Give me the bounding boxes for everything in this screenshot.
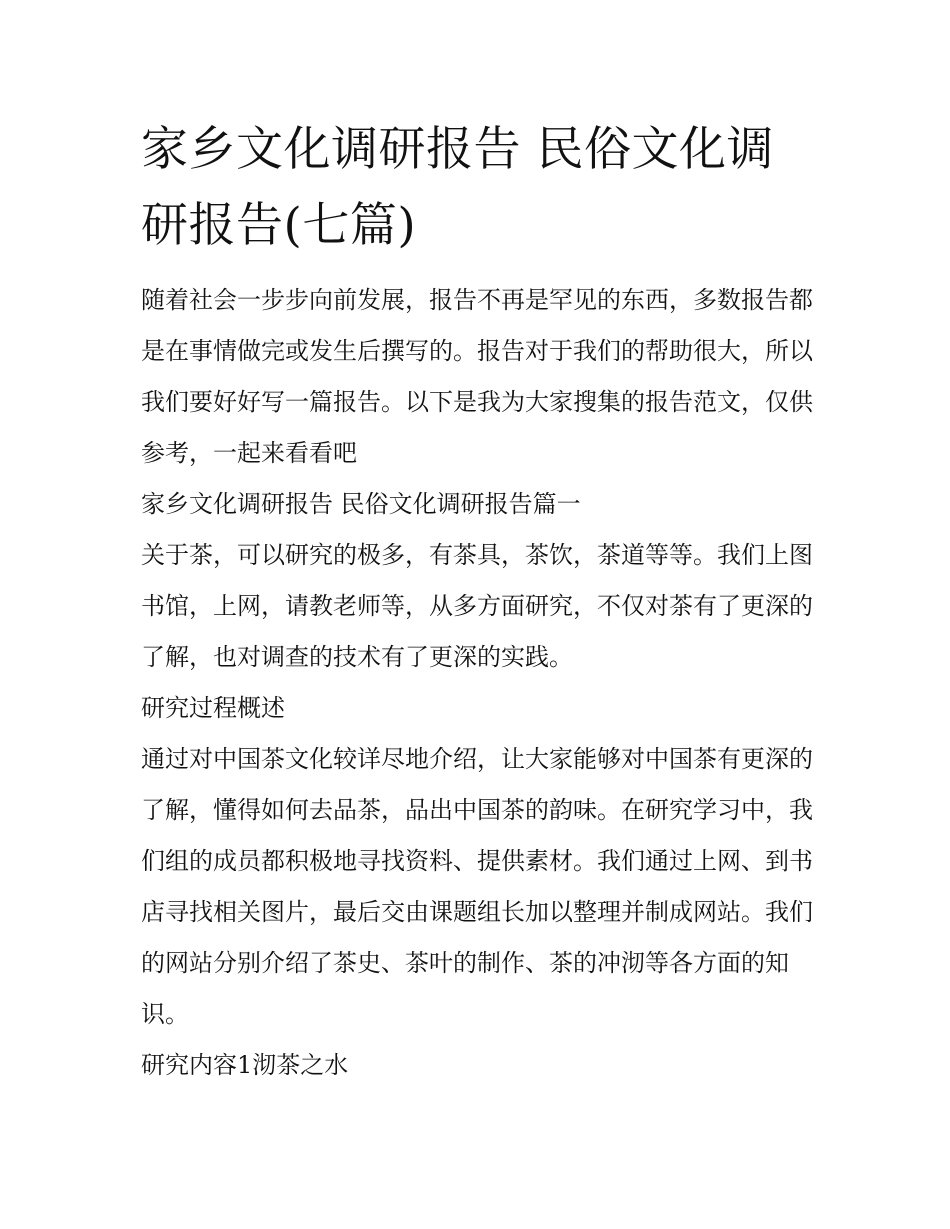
process-paragraph: 通过对中国茶文化较详尽地介绍，让大家能够对中国茶有更深的了解，懂得如何去品茶，品出中国茶的韵味。在研究学习中，我们组的成员都积极地寻找资料、提供素材。我们通过上网、到书店寻找相关图片，最后交由课题组长加以整理并制成网站。我们的网站分别介绍了茶史、茶叶的制作、茶的冲沏等各方面的知识。 <box>141 745 813 1028</box>
section-heading: 家乡文化调研报告 民俗文化调研报告篇一 <box>141 490 581 518</box>
intro-paragraph: 随着社会一步步向前发展，报告不再是罕见的东西，多数报告都是在事情做完或发生后撰写的。报告对于我们的帮助很大，所以我们要好好写一篇报告。以下是我为大家搜集的报告范文，仅供参考，一起来看看吧 <box>141 286 813 467</box>
content-heading: 研究内容1沏茶之水 <box>141 1051 349 1079</box>
document-title: 家乡文化调研报告 民俗文化调研报告(七篇) <box>141 122 774 253</box>
process-heading: 研究过程概述 <box>141 694 285 722</box>
document-page <box>141 112 813 1091</box>
section-paragraph: 关于茶，可以研究的极多，有茶具，茶饮，茶道等等。我们上图书馆，上网，请教老师等，从多方面研究，不仅对茶有了更深的了解，也对调查的技术有了更深的实践。 <box>141 541 813 671</box>
